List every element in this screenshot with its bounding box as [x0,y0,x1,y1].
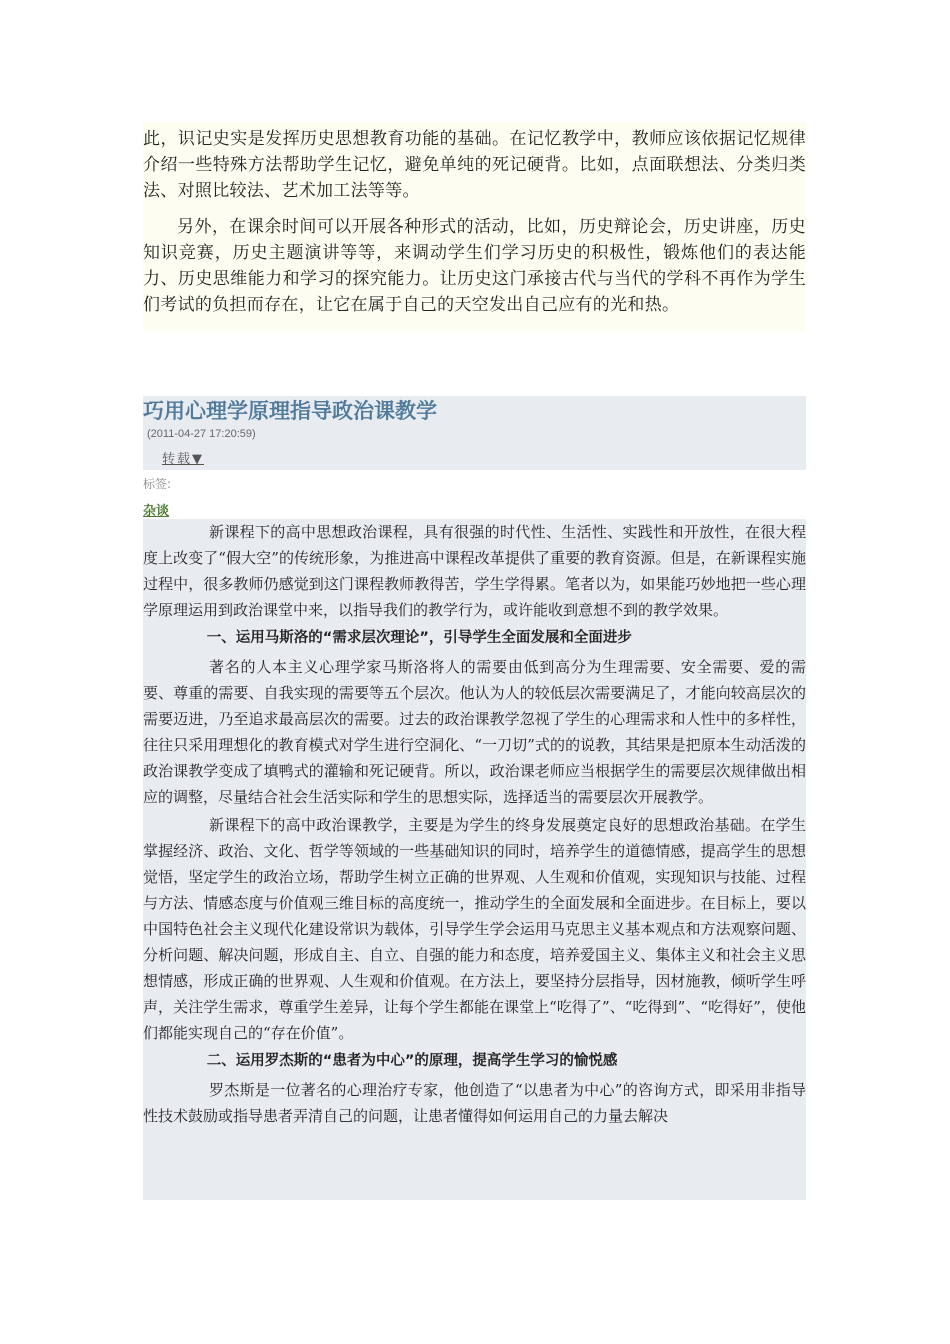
section-heading-1: 一、运用马斯洛的“需求层次理论”，引导学生全面发展和全面进步 [206,630,632,646]
intro-block [143,122,806,332]
article-paragraph-3: 新课程下的高中政治课教学，主要是为学生的终身发展奠定良好的思想政治基础。在学生掌握经济、政治、文化、哲学等领域的一些基础知识的同时，培养学生的道德情感，提高学生的思想觉悟，坚定学生的政治立场，帮助学生树立正确的世界观、人生观和价值观，实现知识与技能、过程与方法、情感态度与价值观三维目标的高度统一，推动学生的全面发展和全面进步。在目标上，要以中国特色社会主义现代化建设常识为载体，引导学生学会运用马克思主义基本观点和方法观察问题、分析问题、解决问题，形成自主、自立、自强的能力和态度，培养爱国主义、集体主义和社会主义思想情感，形成正确的世界观、人生观和价值观。在方法上，要坚持分层指导，因材施教，倾听学生呼声，关注学生需求，尊重学生差异，让每个学生都能在课堂上“吃得了”、“吃得到”、“吃得好”，使他们都能实现自己的“存在价值”。 [143,816,806,1042]
article-paragraph-2: 著名的人本主义心理学家马斯洛将人的需要由低到高分为生理需要、安全需要、爱的需要、尊重的需要、自我实现的需要等五个层次。他认为人的较低层次需要满足了，才能向较高层次的需要迈进，乃至追求最高层次的需要。过去的政治课教学忽视了学生的心理需求和人性中的多样性，往往只采用理想化的教育模式对学生进行空洞化、“一刀切”式的的说教，其结果是把原本生动活泼的政治课教学变成了填鸭式的灌输和死记硬背。所以，政治课老师应当根据学生的需要层次规律做出相应的调整，尽量结合社会生活实际和学生的思想实际，选择适当的需要层次开展教学。 [143,658,806,806]
tag-link-zatan[interactable]: 杂谈 [143,504,170,519]
post-title[interactable]: 巧用心理学原理指导政治课教学 [143,399,437,423]
article-body [143,519,806,1200]
tags-label: 标签: [143,477,172,491]
article-paragraph-1: 新课程下的高中思想政治课程，具有很强的时代性、生活性、实践性和开放性，在很大程度上改变了“假大空”的传统形象，为推进高中课程改革提供了重要的教育资源。但是，在新课程实施过程中，很多教师仍感觉到这门课程教师教得苦，学生学得累。笔者以为，如果能巧妙地把一些心理学原理运用到政治课堂中来，以指导我们的教学行为，或许能收到意想不到的教学效果。 [143,523,806,619]
intro-paragraph-2: 另外，在课余时间可以开展各种形式的活动，比如，历史辩论会，历史讲座，历史知识竞赛，历史主题演讲等等，来调动学生们学习历史的积极性，锻炼他们的表达能力、历史思维能力和学习的探究能力。让历史这门承接古代与当代的学科不再作为学生们考试的负担而存在，让它在属于自己的天空发出自己应有的光和热。 [143,217,806,315]
section-heading-2: 二、运用罗杰斯的“患者为中心”的原理，提高学生学习的愉悦感 [206,1053,618,1069]
post-date: (2011-04-27 17:20:59) [147,428,256,440]
intro-paragraph-1: 此，识记史实是发挥历史思想教育功能的基础。在记忆教学中，教师应该依据记忆规律介绍一些特殊方法帮助学生记忆，避免单纯的死记硬背。比如，点面联想法、分类归类法、对照比较法、艺术加工法等等。 [143,129,806,201]
repost-button[interactable]: 转载▼ [162,452,204,467]
article-paragraph-4: 罗杰斯是一位著名的心理治疗专家，他创造了“以患者为中心”的咨询方式，即采用非指导性技术鼓励或指导患者弄清自己的问题，让患者懂得如何运用自己的力量去解决 [143,1081,806,1125]
post-header [143,396,806,470]
